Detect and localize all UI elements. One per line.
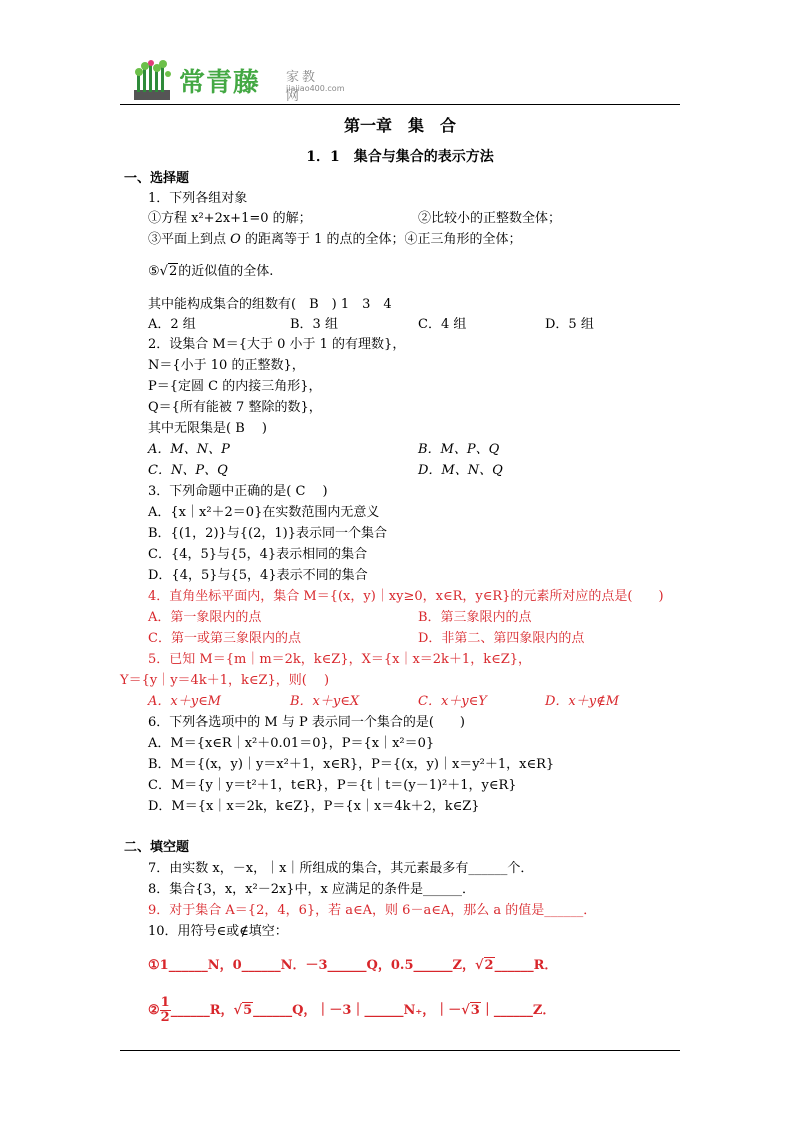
q3-option-b: B．{(1，2)}与{(2，1)}表示同一个集合 (148, 526, 388, 541)
section-heading-choice: 一、选择题 (124, 171, 190, 186)
ivy-logo-icon (131, 60, 175, 102)
q1-item-5: ⑤√2的近似值的全体. (148, 264, 274, 279)
q2-line-1: 2．设集合 M＝{大于 0 小于 1 的有理数}， (148, 337, 406, 352)
q8: 8．集合{3，x，x²－2x}中，x 应满足的条件是______． (148, 882, 476, 897)
q2-line-4: Q＝{所有能被 7 整除的数}， (148, 400, 322, 415)
q2-question: 其中无限集是( B ) (148, 421, 267, 436)
section-title: 1．1 集合与集合的表示方法 (306, 149, 494, 165)
q4-option-a: A．第一象限内的点 (148, 610, 262, 625)
q4-stem: 4．直角坐标平面内，集合 M＝{(x，y)｜xy≥0，x∈R，y∈R}的元素所对应的点是( ) (148, 589, 664, 604)
q5-option-b: B．x＋y∈X (290, 694, 360, 709)
q1-option-a: A．2 组 (148, 317, 196, 332)
logo-url: jiajiao400.com (286, 84, 345, 93)
q1-option-d: D．5 组 (545, 317, 594, 332)
q7: 7．由实数 x，－x，｜x｜所组成的集合，其元素最多有______个． (148, 861, 534, 876)
q1-option-c: C．4 组 (418, 317, 467, 332)
q2-option-c: C．N、P、Q (148, 463, 228, 478)
q2-option-b: B．M、P、Q (418, 442, 500, 457)
q2-option-a: A．M、N、P (148, 442, 230, 457)
q6-option-b: B．M＝{(x，y)｜y＝x²＋1，x∈R}，P＝{(x，y)｜x＝y²＋1，x∈R} (148, 757, 555, 772)
logo (131, 60, 345, 105)
q1-option-b: B．3 组 (290, 317, 338, 332)
q3-option-a: A．{x｜x²＋2＝0}在实数范围内无意义 (148, 505, 380, 520)
q5-line-2: Y＝{y｜y＝4k＋1，k∈Z}，则( ) (120, 673, 330, 688)
logo-name: 常青藤 (179, 68, 261, 98)
q5-option-a: A．x＋y∈M (148, 694, 221, 709)
chapter-title: 第一章 集 合 (343, 116, 456, 135)
q1-question: 其中能构成集合的组数有( B ) 1 3 4 (148, 297, 392, 312)
q1-stem: 1．下列各组对象 (148, 191, 248, 206)
q3-stem: 3．下列命题中正确的是( C ) (148, 484, 328, 499)
q5-option-c: C．x＋y∈Y (418, 694, 487, 709)
q6-option-a: A．M＝{x∈R｜x²＋0.01＝0}，P＝{x｜x²＝0} (148, 736, 435, 751)
q2-line-3: P＝{定圆 C 的内接三角形}， (148, 379, 322, 394)
q1-item-1: ①方程 x²+2x+1=0 的解； (148, 211, 312, 226)
q3-option-c: C．{4，5}与{5，4}表示相同的集合 (148, 547, 368, 562)
q10-row-1: ①1______N，0______N．－3______Q，0.5______Z，√2______R． (148, 958, 558, 973)
q10-row-2: ② $\frac{1}{2}$ ______R，√5______Q，｜－3｜______N₊，｜－√3｜______Z． (148, 995, 556, 1025)
q4-option-c: C．第一或第三象限内的点 (148, 631, 301, 646)
footer-divider (120, 1050, 680, 1051)
q6-stem: 6．下列各选项中的 M 与 P 表示同一个集合的是( ) (148, 715, 466, 730)
logo-subtitle: 家教网 (286, 70, 319, 104)
q4-option-d: D．非第二、第四象限内的点 (418, 631, 585, 646)
section-heading-fill: 二、填空题 (124, 840, 190, 855)
q2-option-d: D．M、N、Q (418, 463, 503, 478)
q1-item-2: ②比较小的正整数全体； (418, 211, 562, 226)
q5-line-1: 5．已知 M＝{m｜m＝2k，k∈Z}，X＝{x｜x＝2k＋1，k∈Z}， (148, 652, 532, 667)
q2-line-2: N＝{小于 10 的正整数}， (148, 358, 305, 373)
q6-option-d: D．M＝{x｜x＝2k，k∈Z}，P＝{x｜x＝4k＋2，k∈Z} (148, 799, 480, 814)
q5-option-d: D．x＋y∉M (545, 694, 620, 709)
q1-item-3: ③平面上到点 O 的距离等于 1 的点的全体；④正三角形的全体； (148, 232, 522, 247)
q6-option-c: C．M＝{y｜y＝t²＋1，t∈R}，P＝{t｜t＝(y－1)²＋1，y∈R} (148, 778, 517, 793)
q9: 9．对于集合 A＝{2，4，6}，若 a∈A，则 6－a∈A，那么 a 的值是______． (148, 903, 597, 918)
q10-stem: 10．用符号∈或∉填空： (148, 924, 288, 939)
q3-option-d: D．{4，5}与{5，4}表示不同的集合 (148, 568, 368, 583)
header-divider (120, 104, 680, 105)
q4-option-b: B．第三象限内的点 (418, 610, 532, 625)
